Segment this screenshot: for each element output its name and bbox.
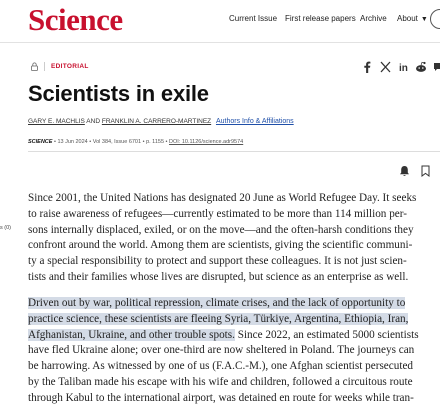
doi-link[interactable]: DOI: 10.1126/science.adr9574 xyxy=(169,139,244,145)
p1-line: confront around the world. Among them are scientists, giving the scientific communi- xyxy=(28,239,413,252)
p2-line xyxy=(28,328,440,344)
x-icon[interactable] xyxy=(380,61,391,73)
journal-name[interactable]: SCIENCE xyxy=(28,139,53,145)
bookmark-icon[interactable] xyxy=(421,165,430,177)
volume-issue[interactable]: Vol 384, Issue 6701 xyxy=(92,139,142,145)
facebook-icon[interactable] xyxy=(363,61,371,73)
p2-line: be harrowing. As witnessed by one of us (F.A.C.-M.), one Afghan scientist persecuted xyxy=(28,360,413,373)
p2-line xyxy=(28,296,440,312)
pub-date: 13 Jun 2024 xyxy=(57,139,88,145)
side-count-label: s (0) xyxy=(0,225,11,231)
author-machlis[interactable]: GARY E. MACHLIS xyxy=(28,118,85,125)
p1-line: sons internally displaced, exiled, or on the move—and the often-harsh conditions they xyxy=(28,223,414,236)
bell-icon[interactable] xyxy=(399,165,410,177)
nav-about[interactable] xyxy=(397,14,428,23)
p2-line xyxy=(28,312,440,328)
p1-line: ty a special responsibility to protect and support these colleagues. It is not just scien- xyxy=(28,255,407,268)
p1-line: Since 2001, the United Nations has designated 20 June as World Refugee Day. It seeks xyxy=(28,192,417,204)
nav-current-issue[interactable]: Current Issue xyxy=(229,14,278,23)
nav-about-label: About xyxy=(397,14,418,23)
article-title: Scientists in exile xyxy=(28,81,209,106)
p1-line: tists and their families whose lives are disrupted, but science as an enterprise as well. xyxy=(28,270,409,283)
paragraph-1 xyxy=(28,191,440,286)
meta-divider xyxy=(28,151,440,152)
highlighted-text: Driven out by war, political repression, climate crises, and the lack of opportunity to xyxy=(28,297,406,309)
page-range: p. 1155 xyxy=(146,139,165,145)
highlighted-text: Afghanistan, Ukraine, and other trouble spots. xyxy=(28,328,235,341)
chevron-down-icon: ▼ xyxy=(418,16,428,23)
site-header xyxy=(0,0,440,43)
p1-line: to raise awareness of refugees—currently estimated to be more than 114 million per- xyxy=(28,207,407,220)
nav-first-release-papers[interactable]: First release papers xyxy=(285,14,356,23)
section-label[interactable]: EDITORIAL xyxy=(51,63,89,70)
nav-archive[interactable]: Archive xyxy=(360,14,387,23)
author-line xyxy=(28,118,294,125)
p2-line: have fled Ukraine alone; over one-third are now sheltered in Poland. The journeys can xyxy=(28,344,415,357)
citation-meta: SCIENCE • 13 Jun 2024 • Vol 384, Issue 6701 • p. 1155 • DOI: 10.1126/science.adr9574 xyxy=(28,139,244,145)
reddit-icon[interactable] xyxy=(415,61,427,73)
author-joiner: AND xyxy=(86,118,101,125)
p2-line: by the Taliban made his escape with his wife and children, followed a circuitous route xyxy=(28,375,413,388)
paragraph-2 xyxy=(28,296,440,407)
science-logo[interactable]: Science xyxy=(28,2,123,37)
svg-text:in: in xyxy=(399,63,408,73)
author-carrero-martinez[interactable]: FRANKLIN A. CARRERO-MARTINEZ xyxy=(101,118,212,125)
section-divider xyxy=(44,62,45,71)
p2-line: through Kabul to the international airport, was detained en route for weeks while tran- xyxy=(28,391,414,404)
search-button[interactable] xyxy=(430,9,440,29)
highlighted-text: practice science, these scientists are fleeing Syria, Türkiye, Argentina, Ethiopia, Iran, xyxy=(28,312,409,325)
p2-text: Since 2022, an estimated 5000 scientists xyxy=(234,328,419,341)
authors-info-link[interactable]: Authors Info & Affiliations xyxy=(215,118,294,125)
lock-icon xyxy=(31,62,38,71)
comment-icon[interactable] xyxy=(433,61,440,73)
linkedin-icon[interactable] xyxy=(399,61,409,73)
